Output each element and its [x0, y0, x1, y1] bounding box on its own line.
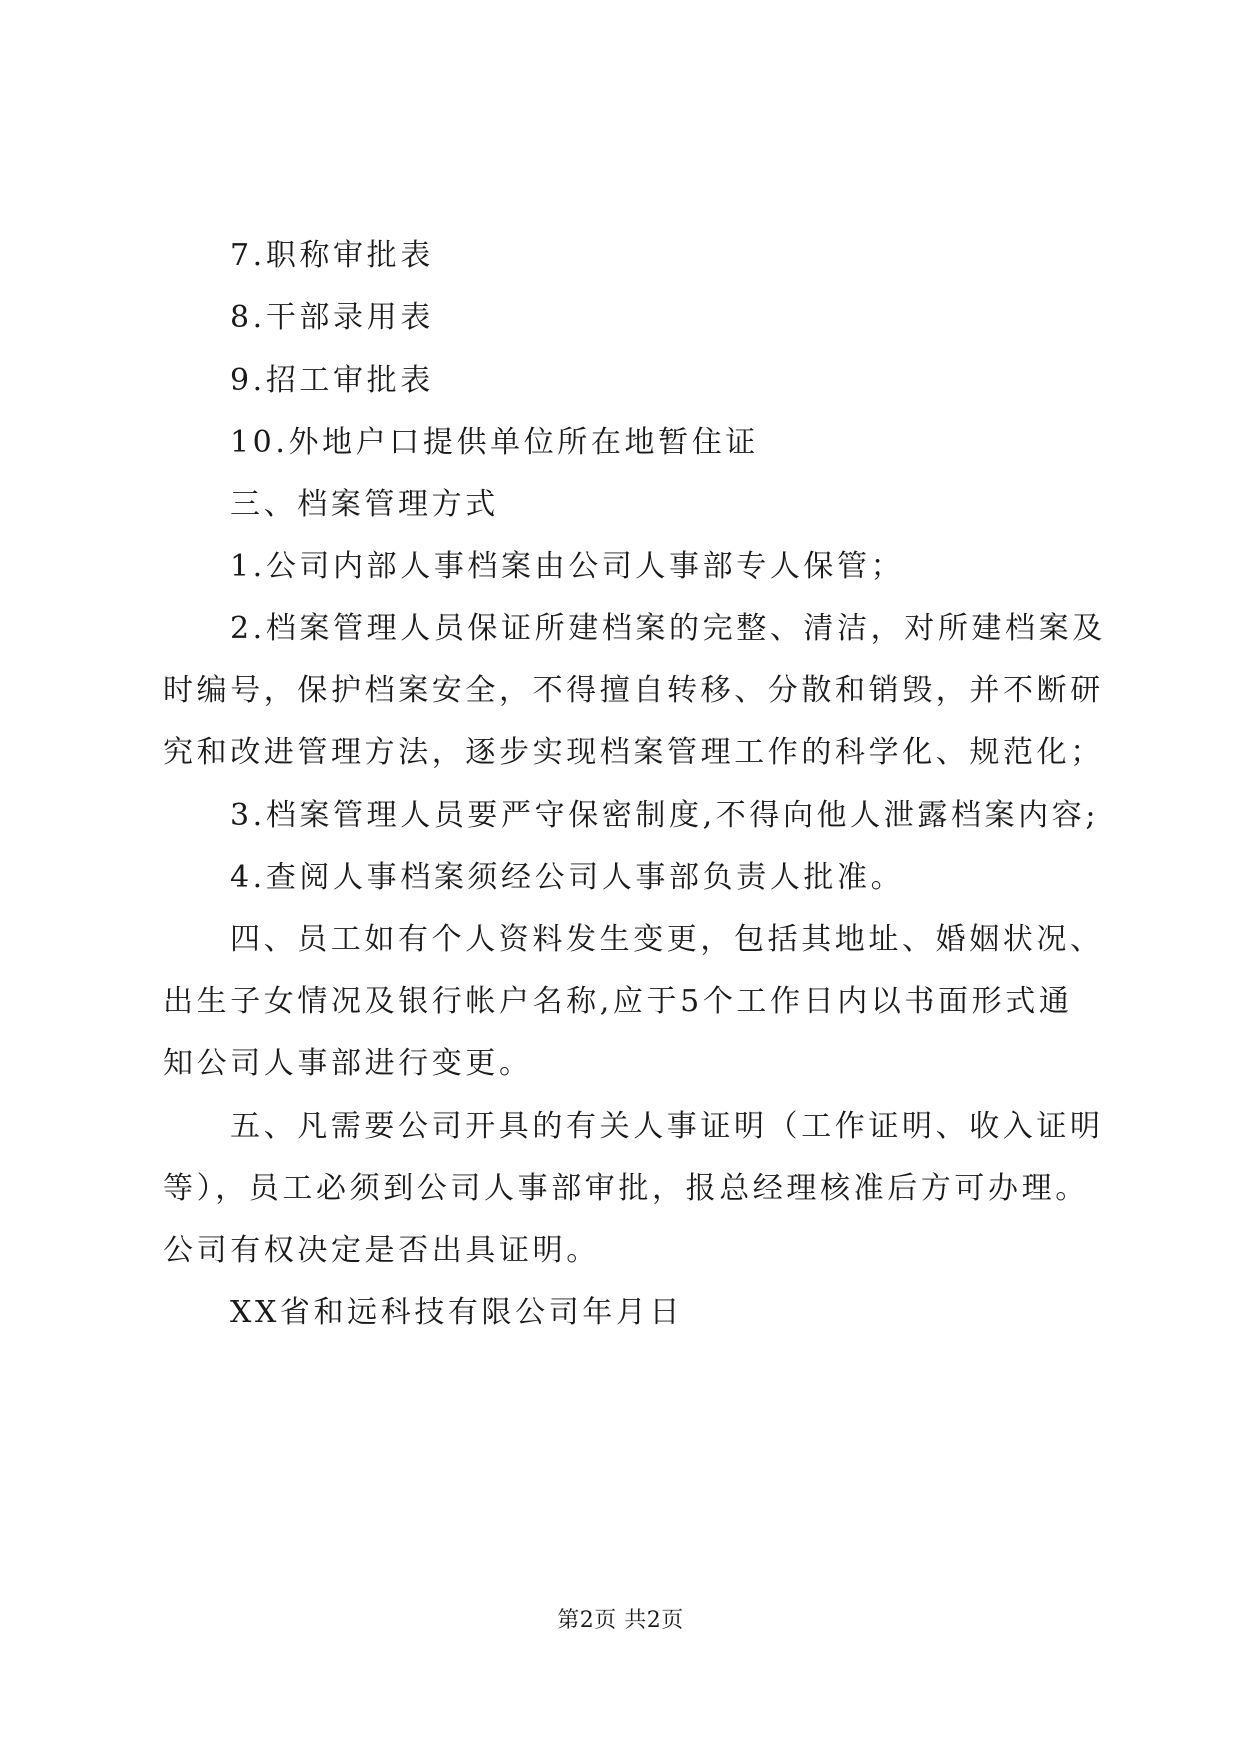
list-item-8: 8.干部录用表 [230, 300, 434, 335]
section-5-line-3: 公司有权决定是否出具证明。 [163, 1233, 600, 1268]
rule-item-1: 1.公司内部人事档案由公司人事部专人保管； [230, 549, 905, 584]
rule-item-2-line-2: 时编号，保护档案安全，不得擅自转移、分散和销毁，并不断研 [163, 673, 1104, 708]
signature-line: XX省和远科技有限公司年月日 [230, 1295, 684, 1330]
list-item-9: 9.招工审批表 [230, 363, 434, 398]
section-4-line-2: 出生子女情况及银行帐户名称,应于5个工作日内以书面形式通 [163, 984, 1073, 1019]
section-heading-3: 三、档案管理方式 [230, 487, 499, 522]
list-item-7: 7.职称审批表 [230, 238, 434, 273]
rule-item-2-line-1: 2.档案管理人员保证所建档案的完整、清洁，对所建档案及 [230, 611, 1106, 646]
section-4-line-1: 四、员工如有个人资料发生变更，包括其地址、婚姻状况、 [230, 922, 1104, 957]
section-5-line-2: 等），员工必须到公司人事部审批，报总经理核准后方可办理。 [163, 1171, 1089, 1206]
section-5-line-1: 五、凡需要公司开具的有关人事证明（工作证明、收入证明 [230, 1109, 1104, 1144]
rule-item-3: 3.档案管理人员要严守保密制度,不得向他人泄露档案内容; [230, 798, 1100, 833]
list-item-10: 10.外地户口提供单位所在地暂住证 [230, 425, 759, 460]
page-number-footer: 第2页 共2页 [557, 1608, 684, 1633]
rule-item-2-line-3: 究和改进管理方法，逐步实现档案管理工作的科学化、规范化； [163, 735, 1104, 770]
rule-item-4: 4.查阅人事档案须经公司人事部负责人批准。 [230, 860, 905, 895]
section-4-line-3: 知公司人事部进行变更。 [163, 1046, 533, 1081]
